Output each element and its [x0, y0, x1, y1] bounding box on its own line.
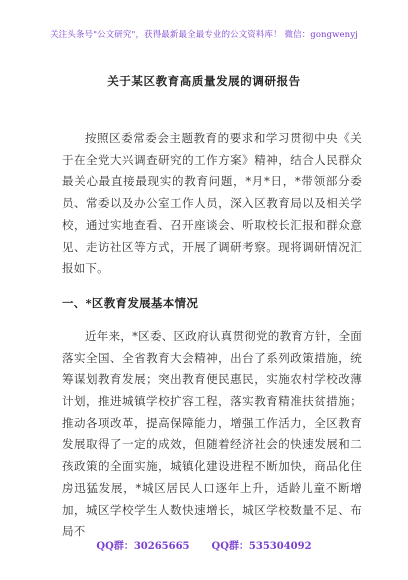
header-promo-note: 关注头条号"公文研究"，获得最新最全最专业的公文资料库！ 微信：gongwenyj [50, 30, 358, 40]
footer-contact [0, 537, 408, 552]
footer-qq-group-2: QQ群：535304092 [211, 541, 312, 552]
section-heading-1: 一、*区教育发展基本情况 [62, 295, 199, 310]
section-1-paragraph: 近年来，*区委、区政府认真贯彻党的教育方针，全面落实全国、全省教育大会精神，出台了系列政策措施，统筹谋划教育发展；突出教育便民惠民，实施农村学校改薄计划，推进城镇学校扩容工程，落实教育精准扶贫措施；推动各项改革，提高保障能力，增强工作活力，全区教育发展取得了一定的成效，但随着经济社会的快速发展和二孩政策的全面实施，城镇化建设进程不断加快，商品化住房迅猛发展，*城区居民人口逐年上升，适龄儿童不断增加，城区学校学生人数快速增长，城区学校数量不足、布局不 [62, 328, 362, 539]
document-body [62, 128, 362, 543]
document-title: 关于某区教育高质量发展的调研报告 [107, 74, 301, 88]
footer-qq-group-1: QQ群：30265665 [96, 541, 190, 552]
intro-paragraph: 按照区委常委会主题教育的要求和学习贯彻中央《关于在全党大兴调查研究的工作方案》精神，结合人民群众最关心最直接最现实的教育问题，*月*日，*带领部分委员、常委以及办公室工作人员，深入区教育局以及相关学校，通过实地查看、召开座谈会、听取校长汇报和群众意见、走访社区等方式，开展了调研考察。现将调研情况汇报如下。 [62, 131, 362, 276]
